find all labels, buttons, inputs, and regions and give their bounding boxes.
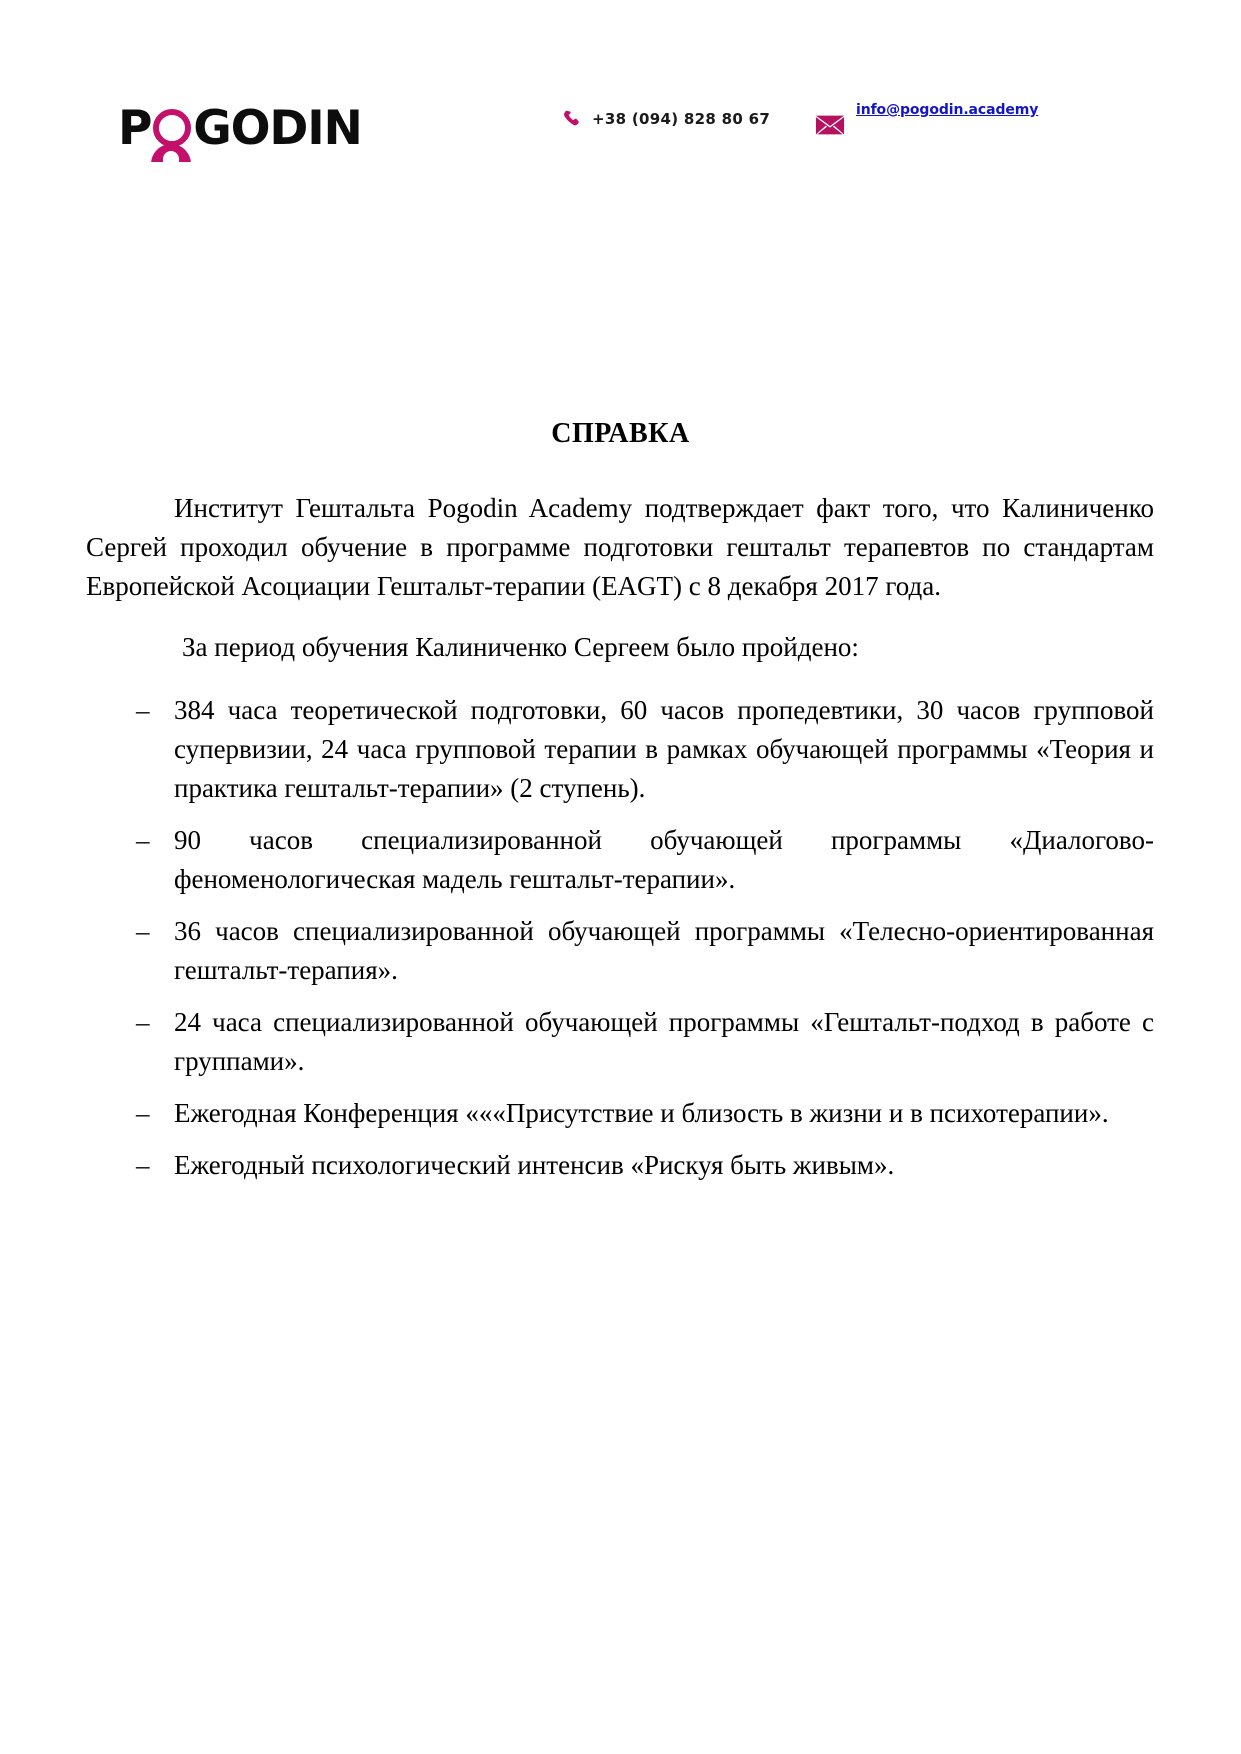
list-item (86, 912, 1154, 990)
document-body (86, 489, 1154, 1185)
bullet-dash: – (136, 1150, 150, 1180)
list-item (86, 691, 1154, 808)
email-link-text[interactable]: info@pogodin.academy (856, 102, 1039, 118)
list-item (86, 1146, 1154, 1185)
list-item-text: 24 часа специализированной обучающей программы «Гештальт-подход в работе с группами». (174, 1007, 1154, 1076)
list-item (86, 1003, 1154, 1081)
bullet-dash: – (136, 1098, 150, 1128)
list-item-text: 384 часа теоретической подготовки, 60 часов пропедевтики, 30 часов групповой супервизии, 24 часа групповой терапии в рамках обучающей программы «Теория и практика гештальт-терапии» (2 ступень). (174, 695, 1154, 803)
list-item-text: Ежегодный психологический интенсив «Рискуя быть живым». (174, 1150, 895, 1180)
logo-text-p: P (118, 101, 152, 156)
phone-icon (562, 108, 582, 130)
bullet-dash: – (136, 1007, 150, 1037)
logo-arc-shape (151, 144, 191, 162)
phone-number-text: +38 (094) 828 80 67 (592, 110, 771, 128)
training-list (86, 691, 1154, 1185)
bullet-dash: – (136, 825, 150, 855)
page-title: СПРАВКА (551, 418, 690, 449)
list-item (86, 821, 1154, 899)
intro-paragraph: Институт Гештальта Pogodin Academy подтверждает факт того, что Калиниченко Сергей проходил обучение в программе подготовки гештальт терапевтов по стандартам Европейской Асоциации Гештальт-терапии (EAGT) с 8 декабря 2017 года. (86, 493, 1154, 601)
pogodin-o-mark-icon (151, 104, 193, 154)
contact-email[interactable] (815, 96, 1038, 136)
logo-ring-shape (153, 109, 191, 147)
bullet-dash: – (136, 695, 150, 725)
bullet-dash: – (136, 916, 150, 946)
list-item-text: 90 часов специализированной обучающей программы «Диалогово-феноменологическая мадель гештальт-терапии». (174, 825, 1154, 894)
contact-phone[interactable] (562, 108, 770, 130)
pogodin-logo (118, 101, 362, 166)
logo-text-godin: GODIN (193, 101, 362, 156)
summary-paragraph: За период обучения Калиниченко Сергеем было пройдено: (182, 632, 859, 662)
document-header (0, 88, 1241, 178)
list-item (86, 1094, 1154, 1133)
envelope-icon (815, 96, 845, 136)
list-item-text: 36 часов специализированной обучающей программы «Телесно-ориентированная гештальт-терапия». (174, 916, 1154, 985)
list-item-text: Ежегодная Конференция «««Присутствие и близость в жизни и в психотерапии». (174, 1098, 1109, 1128)
